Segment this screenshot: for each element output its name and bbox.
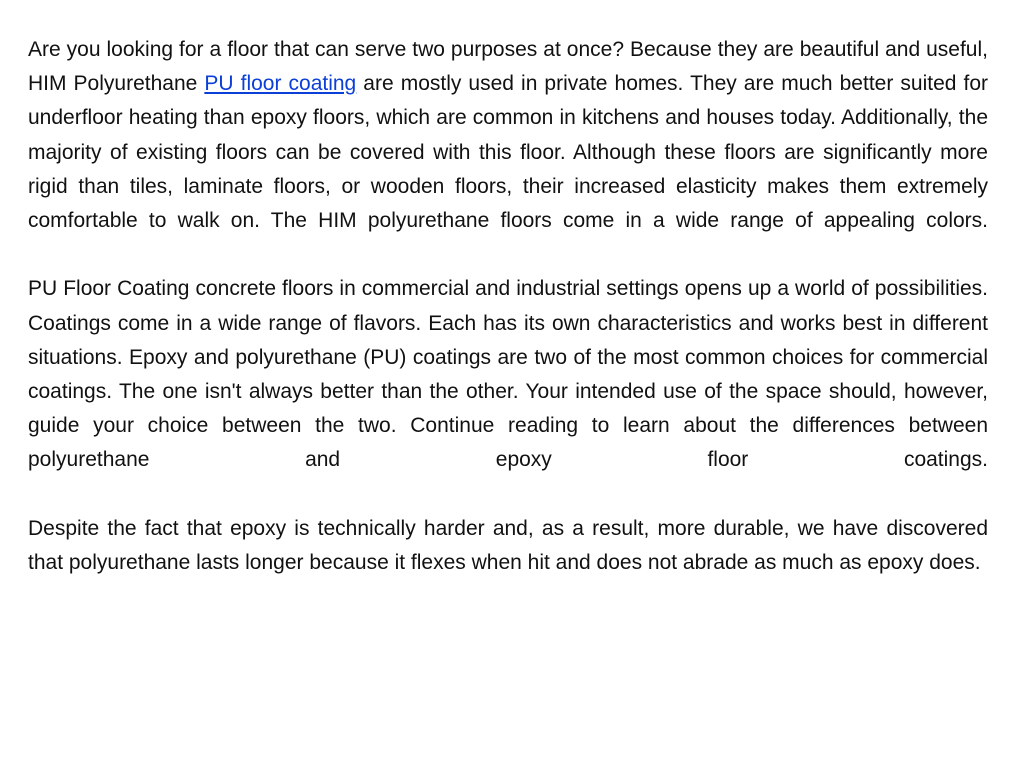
- pu-floor-coating-link[interactable]: PU floor coating: [204, 72, 357, 96]
- paragraph-1: [28, 33, 988, 238]
- paragraph-1-text-after-link: are mostly used in private homes. They are much better suited for underfloor heating than epoxy floors, which are common in kitchens and houses today. Additionally, the majority of existing floors can be covered with this floor. Although these floors are significantly more rigid than tiles, laminate floors, or wooden floors, their increased elasticity makes them extremely comfortable to walk on. The HIM polyurethane floors come in a wide range of appealing colors.: [28, 72, 988, 233]
- document-body: [28, 33, 988, 580]
- paragraph-3: Despite the fact that epoxy is technically harder and, as a result, more durable, we have discovered that polyurethane lasts longer because it flexes when hit and does not abrade as much as epoxy does.: [28, 516, 988, 575]
- paragraph-1-text-before-link: Are you looking for a floor that can serve two purposes at once? Because they are beautiful and useful, HIM Polyurethane: [28, 38, 988, 96]
- paragraph-2: PU Floor Coating concrete floors in commercial and industrial settings opens up a world of possibilities. Coatings come in a wide range of flavors. Each has its own characteristics and works best in different situations. Epoxy and polyurethane (PU) coatings are two of the most common choices for commercial coatings. The one isn't always better than the other. Your intended use of the space should, however, guide your choice between the two. Continue reading to learn about the differences between polyurethane and epoxy floor coatings.: [28, 277, 988, 472]
